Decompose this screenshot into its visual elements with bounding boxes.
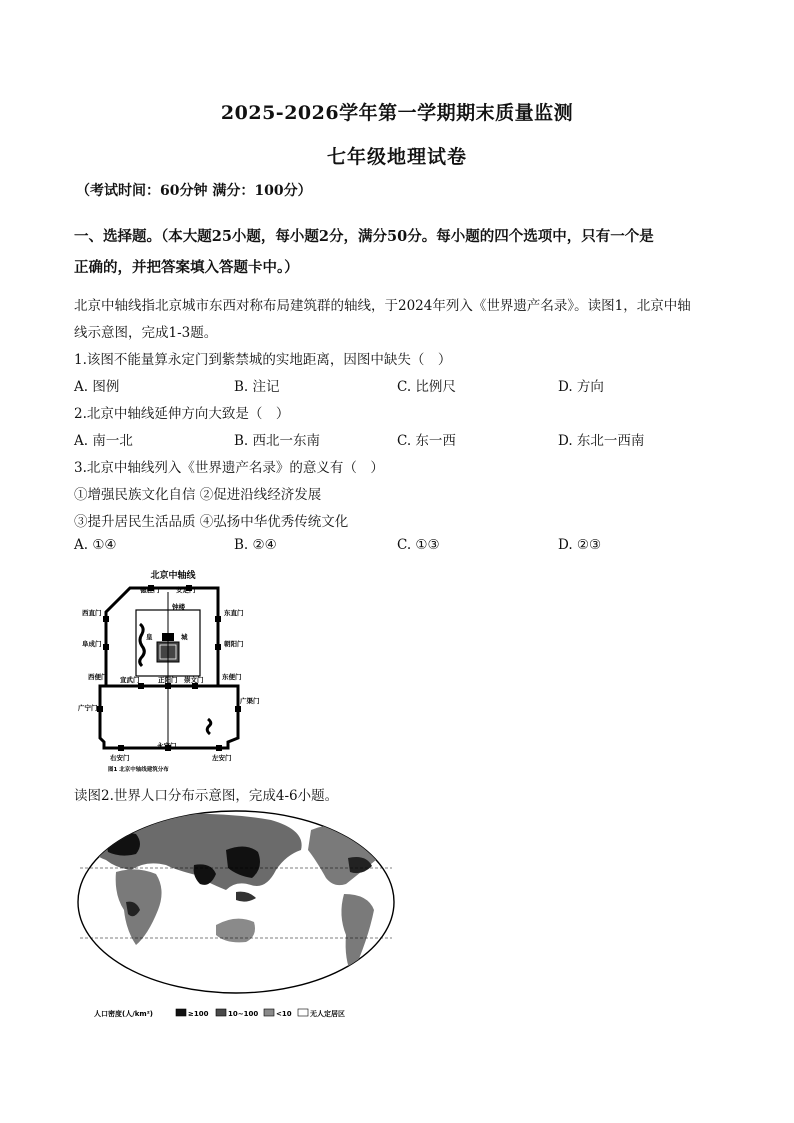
question-2-option-a: A. 南一北 bbox=[74, 433, 133, 449]
figure1-title: 北京中轴线 bbox=[150, 571, 196, 581]
exam-title: 2025-2026学年第一学期期末质量监测 bbox=[220, 102, 574, 124]
legend-swatch-3 bbox=[264, 1009, 274, 1016]
question-3-statements-2: ③提升居民生活品质 ④弘扬中华优秀传统文化 bbox=[74, 514, 349, 530]
label-zhengyangmen: 正阳门 bbox=[158, 676, 178, 684]
question-3-option-c: C. ①③ bbox=[397, 537, 440, 553]
question-1-option-c: C. 比例尺 bbox=[397, 379, 456, 395]
question-3-option-d: D. ②③ bbox=[558, 537, 602, 553]
question-2-option-c: C. 东一西 bbox=[397, 433, 456, 449]
question-3-stem: 3.北京中轴线列入《世界遗产名录》的意义有（ ） bbox=[74, 460, 384, 476]
legend-swatch-4 bbox=[298, 1009, 308, 1016]
question-2-option-d: D. 东北一西南 bbox=[558, 433, 645, 449]
label-zhonglou: 钟楼 bbox=[172, 603, 185, 611]
exam-info: （考试时间：60分钟 满分：100分） bbox=[76, 183, 312, 199]
label-guanganmen: 广宁门 bbox=[78, 704, 98, 712]
label-guangqumen: 广渠门 bbox=[240, 697, 260, 705]
europe-dense bbox=[106, 833, 140, 856]
passage2: 读图2.世界人口分布示意图，完成4-6小题。 bbox=[74, 788, 339, 804]
label-yongdingmen: 永定门 bbox=[157, 742, 177, 750]
label-fuchengmen: 阜成门 bbox=[82, 640, 102, 648]
label-youanmen: 右安门 bbox=[110, 754, 130, 762]
legend-label-3: <10 bbox=[276, 1010, 292, 1018]
section-heading-line1: 一、选择题。（本大题25小题，每小题2分，满分50分。每小题的四个选项中，只有一个是 bbox=[74, 228, 654, 245]
lakes-shichahai bbox=[140, 624, 145, 666]
section-heading-line2: 正确的，并把答案填入答题卡中。） bbox=[74, 259, 299, 276]
legend-label-4: 无人定居区 bbox=[310, 1010, 345, 1018]
question-1-option-d: D. 方向 bbox=[558, 379, 604, 395]
label-deshengmen: 德胜门 bbox=[140, 586, 160, 594]
label-andingmen: 安定门 bbox=[176, 586, 196, 594]
question-1-stem: 1.该图不能量算永定门到紫禁城的实地距离，因图中缺失（ ） bbox=[74, 352, 452, 368]
question-1-option-a: A. 图例 bbox=[74, 379, 120, 395]
label-chongwenmen: 崇文门 bbox=[184, 676, 204, 684]
outer-city-wall bbox=[100, 686, 238, 748]
figure1-beijing-axis-map bbox=[78, 566, 268, 776]
label-xizhimen: 西直门 bbox=[82, 609, 102, 617]
figure2-world-population-map bbox=[76, 810, 396, 1022]
map-legend bbox=[94, 1009, 345, 1018]
question-1-option-b: B. 注记 bbox=[234, 379, 280, 395]
label-dongbianmen: 东便门 bbox=[222, 673, 242, 681]
question-3-option-a: A. ①④ bbox=[74, 537, 117, 553]
question-3-option-b: B. ②④ bbox=[234, 537, 277, 553]
exam-subtitle: 七年级地理试卷 bbox=[326, 146, 467, 168]
question-3-statements-1: ①增强民族文化自信 ②促进沿线经济发展 bbox=[74, 487, 322, 503]
passage1-line1: 北京中轴线指北京城市东西对称布局建筑群的轴线，于2024年列入《世界遗产名录》。读图1，北京中轴 bbox=[74, 298, 691, 314]
legend-label-1: ≥100 bbox=[188, 1010, 209, 1018]
australia-landmass bbox=[216, 919, 255, 943]
label-zuoanmen: 左安门 bbox=[212, 754, 232, 762]
label-huang: 皇 bbox=[146, 633, 153, 641]
label-xibianmen: 西便门 bbox=[88, 673, 108, 681]
label-dongzhimen: 东直门 bbox=[224, 609, 244, 617]
legend-swatch-1 bbox=[176, 1009, 186, 1016]
label-xuanwumen: 宣武门 bbox=[120, 676, 140, 684]
label-chaoyangmen: 朝阳门 bbox=[224, 640, 244, 648]
legend-title: 人口密度(人/km²) bbox=[94, 1010, 153, 1018]
longtan-lake bbox=[207, 719, 211, 734]
legend-swatch-2 bbox=[216, 1009, 226, 1016]
label-cheng: 城 bbox=[181, 633, 188, 641]
question-2-option-b: B. 西北一东南 bbox=[234, 433, 321, 449]
passage1-line2: 线示意图，完成1-3题。 bbox=[74, 325, 218, 341]
figure1-caption: 图1 北京中轴线建筑分布 bbox=[108, 767, 169, 773]
question-2-stem: 2.北京中轴线延伸方向大致是（ ） bbox=[74, 406, 290, 422]
legend-label-2: 10~100 bbox=[228, 1010, 259, 1018]
